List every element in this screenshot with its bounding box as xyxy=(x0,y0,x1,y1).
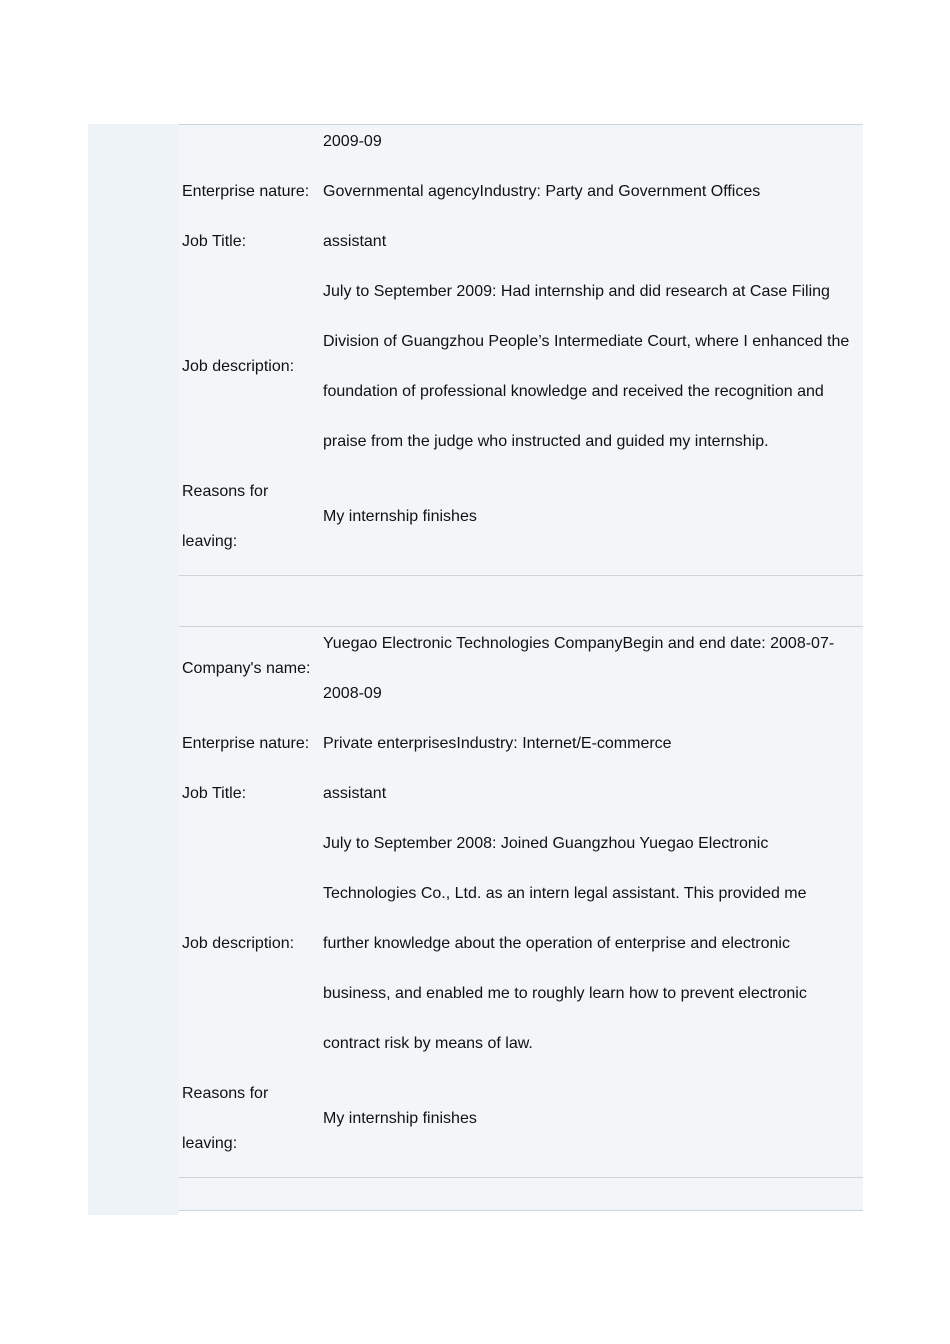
job-title-value: assistant xyxy=(323,785,387,802)
date-row xyxy=(179,125,863,175)
reasons-for-leaving-row xyxy=(179,475,863,575)
reasons-for-leaving-label: Reasons for leaving: xyxy=(182,483,269,550)
enterprise-nature-label: Enterprise nature: xyxy=(182,735,310,752)
reasons-for-leaving-label: Reasons for leaving: xyxy=(182,1085,269,1152)
job-title-label: Job Title: xyxy=(182,233,247,250)
date-value: 2009-09 xyxy=(323,133,382,150)
work-entry-1 xyxy=(179,124,863,575)
company-name-label: Company's name: xyxy=(182,660,311,677)
enterprise-nature-row xyxy=(179,727,863,777)
job-description-label: Job description: xyxy=(182,358,295,375)
reasons-for-leaving-row xyxy=(179,1077,863,1177)
job-title-value: assistant xyxy=(323,233,387,250)
job-description-value xyxy=(323,275,863,475)
company-name-value: Yuegao Electronic Technologies CompanyBegin and end date: 2008-07- xyxy=(323,635,835,652)
job-description-line: Division of Guangzhou People’s Intermediate Court, where I enhanced the xyxy=(323,333,850,350)
job-description-line: business, and enabled me to roughly learn how to prevent electronic xyxy=(323,985,807,1002)
job-description-label: Job description: xyxy=(182,935,295,952)
entry-separator xyxy=(179,1177,863,1210)
job-description-line: contract risk by means of law. xyxy=(323,1035,533,1052)
job-description-line: praise from the judge who instructed and guided my internship. xyxy=(323,433,769,450)
enterprise-nature-row xyxy=(179,175,863,225)
job-description-row xyxy=(179,275,863,475)
company-name-row xyxy=(179,627,863,727)
entry-separator xyxy=(179,575,863,626)
left-margin-column xyxy=(88,124,179,1215)
job-title-label: Job Title: xyxy=(182,785,247,802)
job-description-line: July to September 2009: Had internship and did research at Case Filing xyxy=(323,283,830,300)
date-value: 2008-09 xyxy=(323,685,382,702)
job-title-row xyxy=(179,777,863,827)
enterprise-nature-value: Governmental agencyIndustry: Party and Government Offices xyxy=(323,183,761,200)
reasons-for-leaving-value: My internship finishes xyxy=(323,1110,477,1127)
section-end-divider xyxy=(179,1210,863,1211)
work-entry-2 xyxy=(179,626,863,1177)
job-title-row xyxy=(179,225,863,275)
job-description-value xyxy=(323,827,863,1077)
job-description-line: Technologies Co., Ltd. as an intern legal assistant. This provided me xyxy=(323,885,807,902)
job-description-line: foundation of professional knowledge and received the recognition and xyxy=(323,383,824,400)
job-description-line: July to September 2008: Joined Guangzhou Yuegao Electronic xyxy=(323,835,769,852)
enterprise-nature-label: Enterprise nature: xyxy=(182,183,310,200)
enterprise-nature-value: Private enterprisesIndustry: Internet/E-commerce xyxy=(323,735,672,752)
job-description-line: further knowledge about the operation of enterprise and electronic xyxy=(323,935,790,952)
reasons-for-leaving-value: My internship finishes xyxy=(323,508,477,525)
job-description-row xyxy=(179,827,863,1077)
work-experience-section xyxy=(179,124,863,1211)
